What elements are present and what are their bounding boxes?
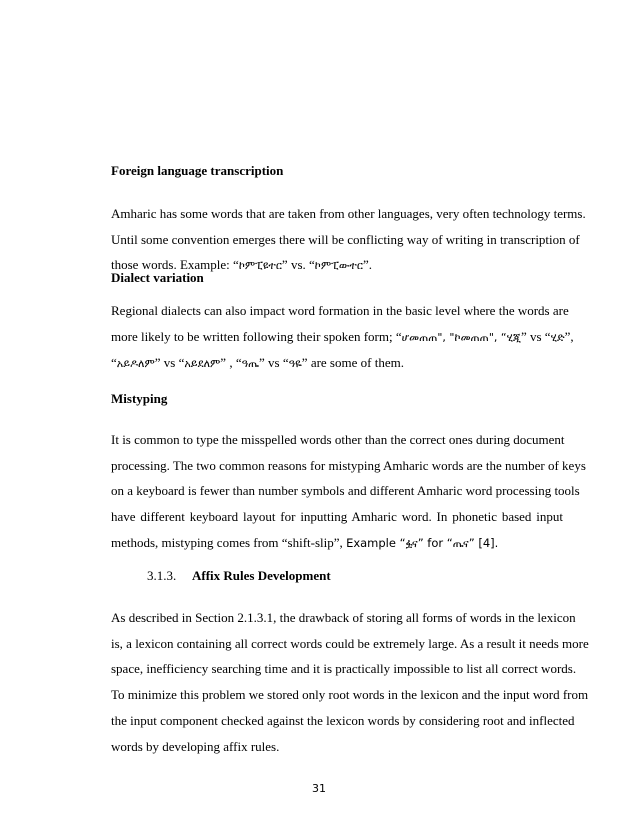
amharic-word: ኮምፒዩተር (238, 259, 282, 273)
amharic-word: ሆመጠጠ (401, 330, 438, 344)
text-fragment: ” vs “ (520, 328, 551, 344)
text-fragment: ” vs “ (258, 355, 289, 371)
amharic-word: አይዶለም (116, 357, 155, 371)
amharic-word: ሂጂ (506, 330, 521, 344)
text-fragment: methods, mistyping comes from “shift-slip”, (111, 534, 347, 550)
amharic-word: ጤና (452, 536, 469, 550)
amharic-word: ኮመጠጠ (454, 330, 489, 344)
text-fragment: those words. Example: “ (111, 257, 239, 273)
text-line: To minimize this problem we stored only root words in the lexicon and the input word from (111, 687, 589, 703)
citation-reference: ” [4]. (468, 535, 499, 550)
amharic-word: ዓጤ (241, 357, 259, 371)
text-fragment: ", " (437, 330, 455, 344)
text-fragment: more likely to be written following their spoken form; “ (111, 328, 402, 344)
text-line: words by developing affix rules. (111, 738, 280, 754)
text-line: As described in Section 2.1.3.1, the drawback of storing all forms of words in the lexicon (111, 610, 576, 625)
section-heading-dialect-variation: Dialect variation (111, 270, 204, 285)
text-fragment: ”, (564, 328, 574, 344)
text-fragment: Example “ (346, 535, 406, 550)
text-line (111, 350, 563, 377)
amharic-word: ፏና (405, 536, 418, 550)
paragraph-foreign-language (111, 201, 586, 279)
text-line: is, a lexicon containing all correct words could be extremely large. As a result it needs more (111, 635, 589, 651)
subsection-heading-affix-rules (147, 568, 331, 584)
text-fragment: ” , “ (220, 355, 242, 371)
text-line: It is common to type the misspelled words other than the correct ones during document (111, 432, 565, 447)
section-heading-mistyping: Mistyping (111, 391, 168, 406)
text-fragment: ", “ (488, 330, 507, 344)
text-line: Until some convention emerges there will be conflicting way of writing in transcription of (111, 231, 580, 247)
text-fragment: ”. (362, 257, 372, 273)
amharic-word: አይደለም (184, 357, 221, 371)
text-fragment: “ (111, 355, 117, 371)
text-line: Regional dialects can also impact word formation in the basic level where the words are (111, 303, 569, 318)
text-fragment: ” vs. “ (281, 257, 315, 273)
text-line: Amharic has some words that are taken from other languages, very often technology terms. (111, 206, 586, 221)
text-line: the input component checked against the lexicon words by considering root and inflected (111, 712, 575, 728)
text-fragment: ” for “ (417, 535, 453, 550)
section-heading-foreign-language: Foreign language transcription (111, 163, 284, 178)
text-line: processing. The two common reasons for mistyping Amharic words are the number of keys (111, 457, 586, 473)
text-line: space, inefficiency searching time and it is practically impossible to list all correct words. (111, 661, 577, 677)
paragraph-affix-rules (111, 605, 589, 759)
subsection-number: 3.1.3. (147, 568, 177, 583)
subsection-title: Affix Rules Development (192, 568, 331, 583)
amharic-word: ሂድ (550, 330, 565, 344)
amharic-word: ዓዬ (288, 357, 302, 371)
text-fragment: ” are some of them. (301, 355, 404, 371)
paragraph-mistyping (111, 427, 586, 557)
page-number: 31 (312, 782, 326, 795)
text-line (111, 324, 574, 351)
paragraph-dialect-variation (111, 298, 574, 377)
amharic-word: ኮምፒውተር (314, 259, 363, 273)
text-line (111, 530, 563, 557)
text-fragment: ” vs “ (154, 355, 185, 371)
text-line: have different keyboard layout for inputting Amharic word. In phonetic based input (111, 509, 563, 525)
text-line: on a keyboard is fewer than number symbols and different Amharic word processing tools (111, 483, 580, 499)
